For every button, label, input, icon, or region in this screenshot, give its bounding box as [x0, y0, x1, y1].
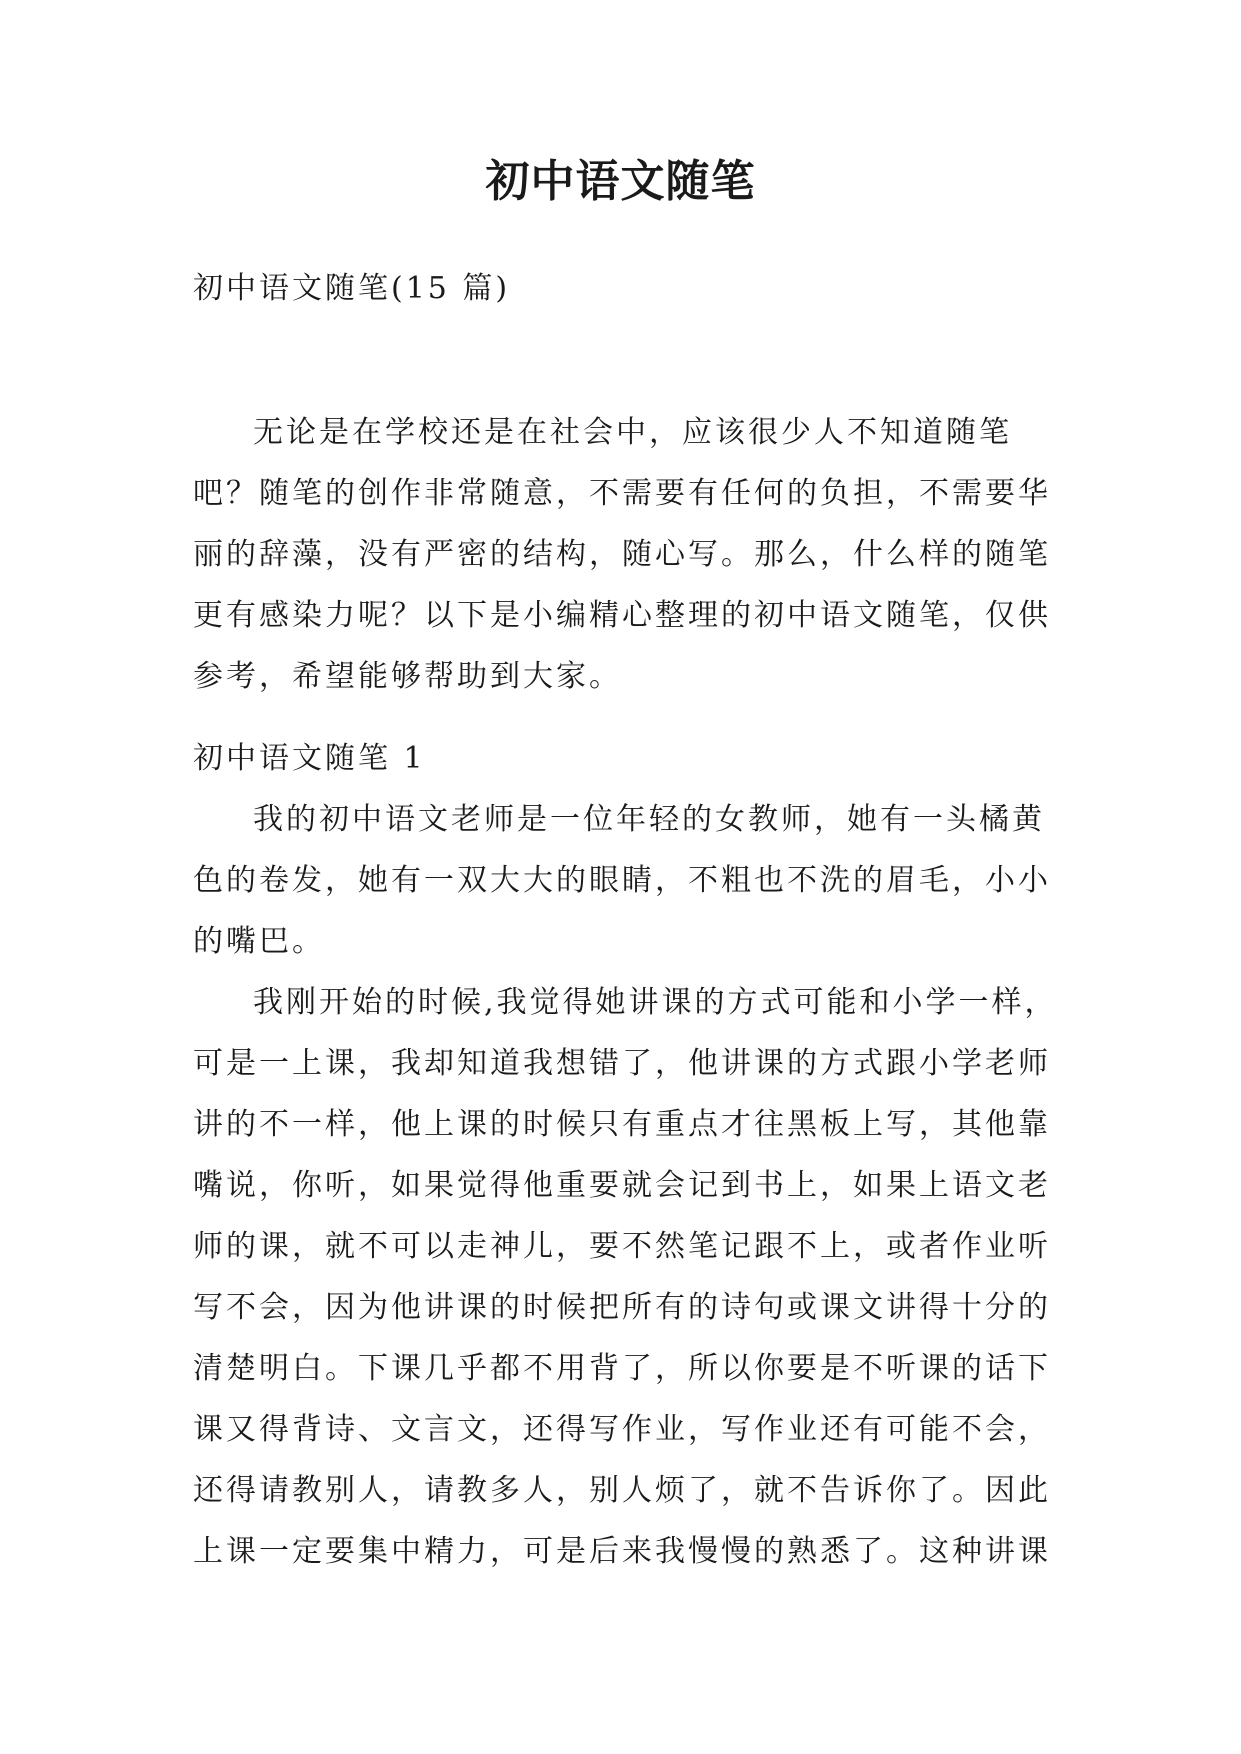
- text-line: 丽的辞藻，没有严密的结构，随心写。那么，什么样的随笔: [193, 537, 1051, 572]
- section-heading: 初中语文随笔 1: [193, 741, 426, 776]
- text-line: 课又得背诗、文言文，还得写作业，写作业还有可能不会，: [193, 1412, 1051, 1447]
- essay-paragraph-1: [193, 789, 1063, 972]
- intro-text: [193, 402, 1063, 707]
- text-line: 上课一定要集中精力，可是后来我慢慢的熟悉了。这种讲课: [193, 1534, 1051, 1569]
- text-line: 我刚开始的时候,我觉得她讲课的方式可能和小学一样，: [253, 985, 1058, 1020]
- text-line: 嘴说，你听，如果觉得他重要就会记到书上，如果上语文老: [193, 1168, 1051, 1203]
- text-line: 更有感染力呢？以下是小编精心整理的初中语文随笔，仅供: [193, 598, 1051, 633]
- text-line: 师的课，就不可以走神儿，要不然笔记跟不上，或者作业听: [193, 1229, 1051, 1264]
- text-line: 清楚明白。下课几乎都不用背了，所以你要是不听课的话下: [193, 1351, 1051, 1386]
- essay-paragraph-2: [193, 972, 1063, 1582]
- text-line: 写不会，因为他讲课的时候把所有的诗句或课文讲得十分的: [193, 1290, 1051, 1325]
- text-line: 还得请教别人，请教多人，别人烦了，就不告诉你了。因此: [193, 1473, 1051, 1508]
- intro-paragraph: [193, 402, 1063, 707]
- text-line: 可是一上课，我却知道我想错了，他讲课的方式跟小学老师: [193, 1046, 1051, 1081]
- document-subtitle: 初中语文随笔(15 篇): [193, 271, 511, 306]
- text-line: 无论是在学校还是在社会中，应该很少人不知道随笔: [253, 415, 1012, 450]
- text-line: 的嘴巴。: [193, 924, 325, 959]
- text-line: 我的初中语文老师是一位年轻的女教师，她有一头橘黄: [253, 802, 1045, 837]
- text-line: 色的卷发，她有一双大大的眼睛，不粗也不洗的眉毛，小小: [193, 863, 1051, 898]
- text-line: 参考，希望能够帮助到大家。: [193, 659, 622, 694]
- text-line: 讲的不一样，他上课的时候只有重点才往黑板上写，其他靠: [193, 1107, 1051, 1142]
- essay-body: [193, 789, 1063, 1582]
- document-title: 初中语文随笔: [485, 156, 756, 207]
- text-line: 吧？随笔的创作非常随意，不需要有任何的负担，不需要华: [193, 476, 1051, 511]
